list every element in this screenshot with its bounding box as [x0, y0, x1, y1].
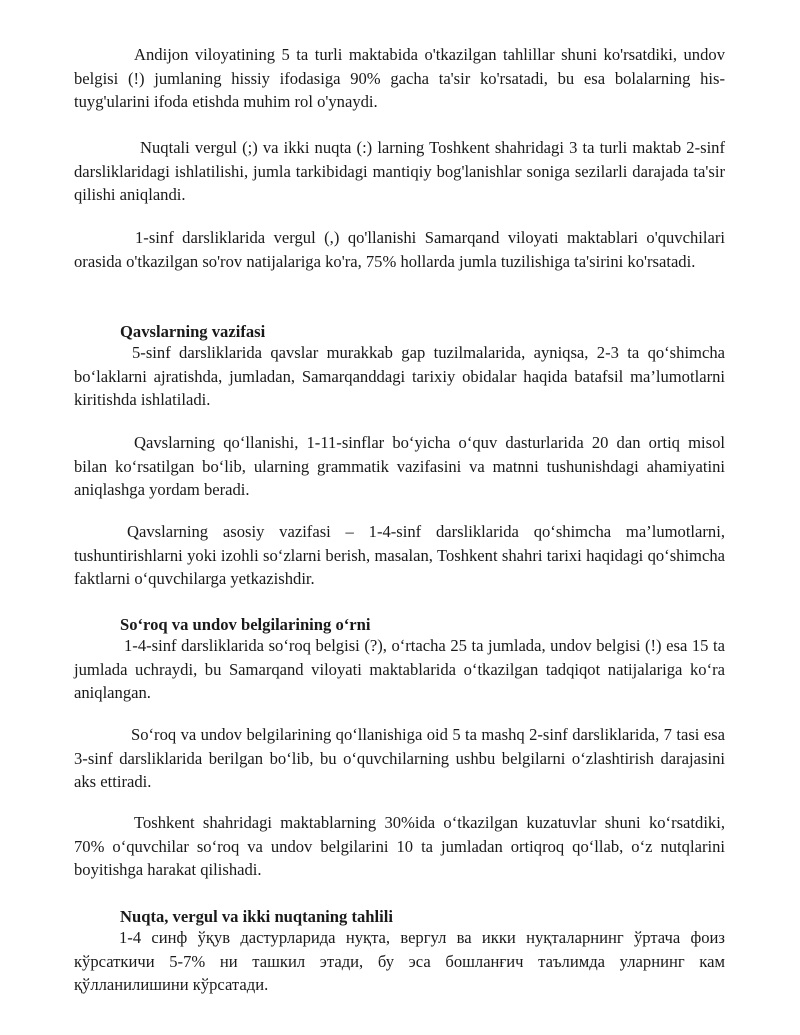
paragraph [74, 341, 725, 412]
paragraph [74, 43, 725, 114]
paragraph [74, 926, 725, 997]
paragraph-text: Nuqtali vergul (;) va ikki nuqta (:) larning Toshkent shahridagi 3 ta turli maktab 2-sinf darsliklaridagi ishlatilishi, jumla tarkibidagi mantiqiy bog'lanishlar soniga sezilarli darajada ta'sir qilishi aniqlandi. [74, 138, 725, 204]
paragraph-text: Andijon viloyatining 5 ta turli maktabida o'tkazilgan tahlillar shuni ko'rsatdiki, undov belgisi (!) jumlaning hissiy ifodasiga 90% gacha ta'sir ko'rsatadi, bu esa bolalarning his-tuyg'ularini ifoda etishda muhim rol o'ynaydi. [74, 45, 725, 111]
paragraph-text: 1-4 синф ўқув дастурларида нуқта, вергул ва икки нуқталарнинг ўртача фоиз кўрсаткичи 5-7% ни ташкил этади, бу эса бошланғич таълимда уларнинг кам қўлланилишини кўрсатади. [74, 928, 725, 994]
section-heading-nuqta: Nuqta, vergul va ikki nuqtaning tahlili [120, 907, 393, 926]
paragraph-text: 1-4-sinf darsliklarida so‘roq belgisi (?), o‘rtacha 25 ta jumlada, undov belgisi (!) esa 15 ta jumlada uchraydi, bu Samarqand viloyati maktablarida o‘tkazilgan tadqiqot natijalariga ko‘ra aniqlangan. [74, 636, 725, 702]
paragraph [74, 226, 725, 273]
paragraph [74, 634, 725, 705]
paragraph [74, 520, 725, 591]
paragraph-text: Qavslarning qo‘llanishi, 1-11-sinflar bo‘yicha o‘quv dasturlarida 20 dan ortiq misol bilan ko‘rsatilgan bo‘lib, ularning grammatik vazifasini va matnni tushunishdagi ahamiyatini aniqlashga yordam beradi. [74, 433, 725, 499]
paragraph-text: Toshkent shahridagi maktablarning 30%ida o‘tkazilgan kuzatuvlar shuni ko‘rsatdiki, 70% o‘quvchilar so‘roq va undov belgilarini 10 ta jumladan ortiqroq qo‘llab, o‘z nutqlarini boyitishga harakat qilishadi. [74, 813, 725, 879]
paragraph [74, 723, 725, 794]
paragraph-text: 1-sinf darsliklarida vergul (,) qo'llanishi Samarqand viloyati maktablari o'quvchilari orasida o'tkazilgan so'rov natijalariga ko'ra, 75% hollarda jumla tuzilishiga ta'sirini ko'rsatadi. [74, 228, 725, 271]
section-heading-qavslar: Qavslarning vazifasi [120, 322, 266, 341]
paragraph [74, 136, 725, 207]
paragraph-text: Qavslarning asosiy vazifasi – 1-4-sinf darsliklarida qo‘shimcha ma’lumotlarni, tushuntirishlarni yoki izohli so‘zlarni berish, masalan, Toshkent shahri tarixi haqidagi qo‘shimcha faktlarni o‘quvchilarga yetkazishdir. [74, 522, 725, 588]
section-heading-soroq: So‘roq va undov belgilarining o‘rni [120, 615, 371, 634]
paragraph [74, 811, 725, 882]
paragraph-text: 5-sinf darsliklarida qavslar murakkab gap tuzilmalarida, ayniqsa, 2-3 ta qo‘shimcha bo‘laklarni ajratishda, jumladan, Samarqanddagi tarixiy obidalar haqida batafsil ma’lumotlarni kiritishda ishlatiladi. [74, 343, 725, 409]
paragraph-text: So‘roq va undov belgilarining qo‘llanishiga oid 5 ta mashq 2-sinf darsliklarida, 7 tasi esa 3-sinf darsliklarida berilgan bo‘lib, bu o‘quvchilarning ushbu belgilarni o‘zlashtirish darajasini aks ettiradi. [74, 725, 725, 791]
paragraph [74, 431, 725, 502]
